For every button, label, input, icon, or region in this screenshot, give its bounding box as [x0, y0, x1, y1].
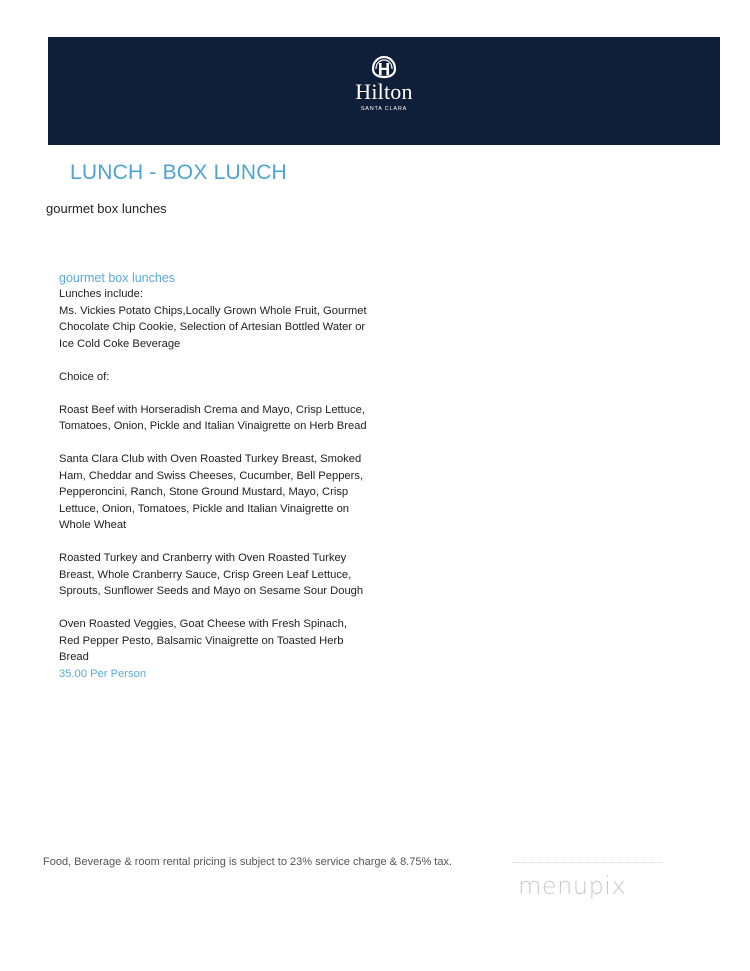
watermark-divider	[512, 862, 662, 863]
footer-note: Food, Beverage & room rental pricing is subject to 23% service charge & 8.75% tax.	[43, 856, 453, 868]
header-banner	[48, 37, 720, 145]
description-paragraph: Oven Roasted Veggies, Goat Cheese with Fresh Spinach, Red Pepper Pesto, Balsamic Vinaigrette on Toasted Herb Bread	[59, 618, 347, 663]
page-title: LUNCH - BOX LUNCH	[70, 161, 287, 184]
description-paragraph: Roasted Turkey and Cranberry with Oven Roasted Turkey Breast, Whole Cranberry Sauce, Crisp Green Leaf Lettuce, Sprouts, Sunflower Seeds and Mayo on Sesame Sour Dough	[59, 552, 364, 597]
description-paragraph: Lunches include: Ms. Vickies Potato Chips,Locally Grown Whole Fruit, Gourmet Chocolate Chip Cookie, Selection of Artesian Bottled Water or Ice Cold Coke Beverage	[59, 288, 367, 350]
description-paragraph: Roast Beef with Horseradish Crema and Mayo, Crisp Lettuce, Tomatoes, Onion, Pickle and Italian Vinaigrette on Herb Bread	[59, 403, 367, 432]
description-paragraph: Choice of:	[59, 370, 110, 383]
brand-location: SANTA CLARA	[360, 106, 408, 112]
menu-item-price: 35.00 Per Person	[59, 667, 147, 680]
watermark-logo-text: menupix	[518, 872, 627, 900]
hilton-logo	[48, 55, 720, 113]
menu-item-name: gourmet box lunches	[59, 271, 176, 285]
menupix-watermark	[512, 862, 662, 908]
menu-item-description	[59, 286, 369, 666]
menu-item	[59, 270, 369, 682]
description-paragraph: Santa Clara Club with Oven Roasted Turkey Breast, Smoked Ham, Cheddar and Swiss Cheeses, Cucumber, Bell Peppers, Pepperoncini, Ranch, Stone Ground Mustard, Mayo, Crisp Lettuce, Onion, Tomatoes, Pickle and Italian Vinaigrette on Whole Wheat	[59, 453, 364, 531]
brand-wordmark: Hilton	[355, 79, 413, 104]
section-subtitle: gourmet box lunches	[46, 201, 167, 216]
hilton-h-emblem-icon	[367, 55, 401, 79]
